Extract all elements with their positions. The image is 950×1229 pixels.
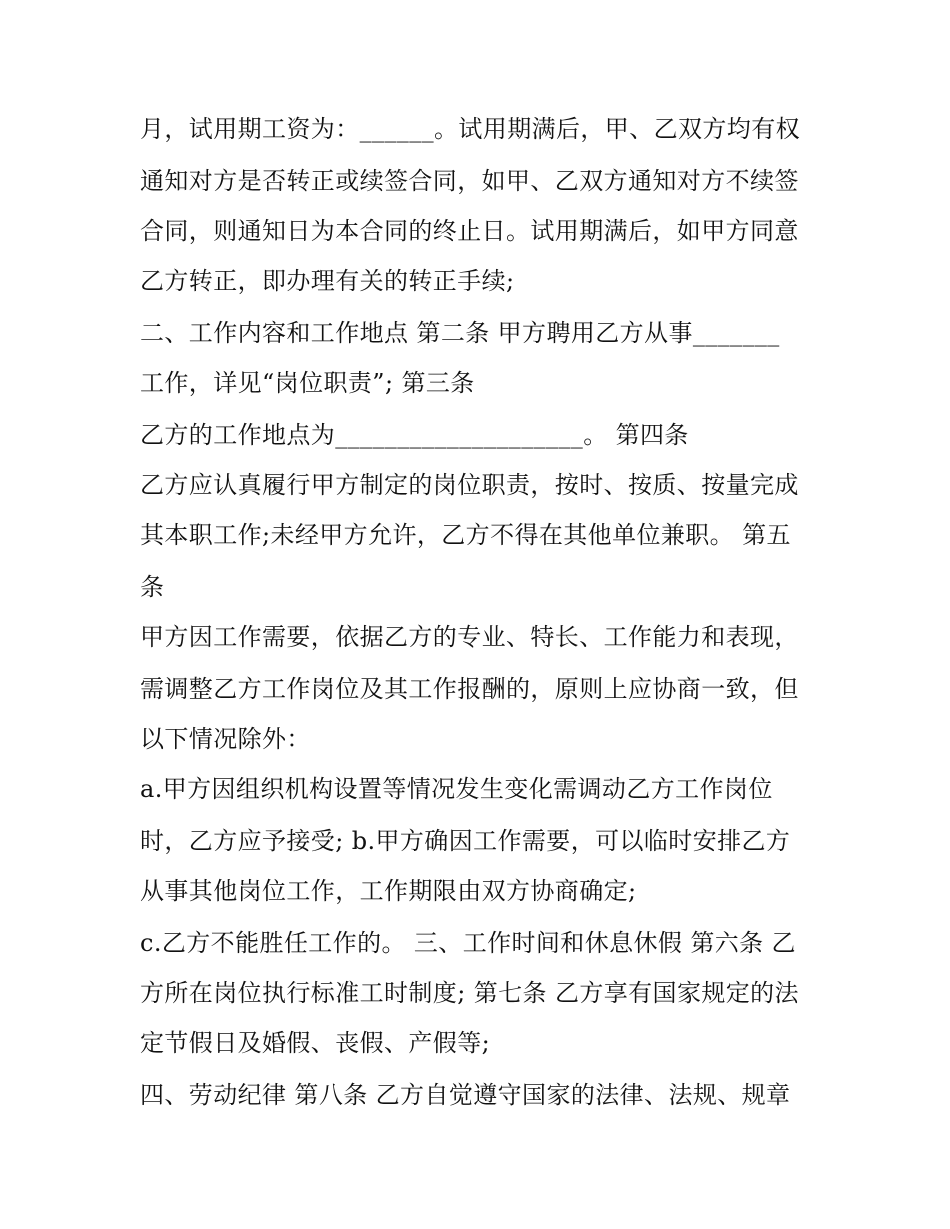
text-line: 条 xyxy=(140,573,165,601)
text-line: 工作，详见“岗位职责”; 第三条 xyxy=(140,369,475,397)
text-line: 需调整乙方工作岗位及其工作报酬的，原则上应协商一致，但 xyxy=(140,675,799,703)
section-heading-line: 二、工作内容和工作地点 第二条 甲方聘用乙方从事_______ xyxy=(140,319,780,347)
list-item-a-line: a.甲方因组织机构设置等情况发生变化需调动乙方工作岗位 xyxy=(140,775,773,803)
text-line: 从事其他岗位工作，工作期限由双方协商确定; xyxy=(140,877,637,905)
text-line: 以下情况除外： xyxy=(140,725,311,753)
list-item-c-line: c.乙方不能胜任工作的。 三、工作时间和休息休假 第六条 乙 xyxy=(140,929,796,957)
text-line: 乙方的工作地点为____________________。 第四条 xyxy=(140,421,689,449)
text-line: 定节假日及婚假、丧假、产假等; xyxy=(140,1029,491,1057)
list-item-b-line: 时，乙方应予接受; b.甲方确因工作需要，可以临时安排乙方 xyxy=(140,827,791,855)
text-line: 月，试用期工资为：______。试用期满后，甲、乙双方均有权 xyxy=(140,115,800,143)
text-line: 其本职工作;未经甲方允许，乙方不得在其他单位兼职。 第五 xyxy=(140,521,791,549)
text-line: 方所在岗位执行标准工时制度; 第七条 乙方享有国家规定的法 xyxy=(140,979,799,1007)
text-line: 乙方应认真履行甲方制定的岗位职责，按时、按质、按量完成 xyxy=(140,471,799,499)
section-heading-line: 四、劳动纪律 第八条 乙方自觉遵守国家的法律、法规、规章 xyxy=(140,1081,791,1109)
text-line: 通知对方是否转正或续签合同，如甲、乙双方通知对方不续签 xyxy=(140,167,799,195)
text-line: 合同，则通知日为本合同的终止日。试用期满后，如甲方同意 xyxy=(140,217,799,245)
text-line: 乙方转正，即办理有关的转正手续; xyxy=(140,267,515,295)
text-line: 甲方因工作需要，依据乙方的专业、特长、工作能力和表现， xyxy=(140,623,799,651)
